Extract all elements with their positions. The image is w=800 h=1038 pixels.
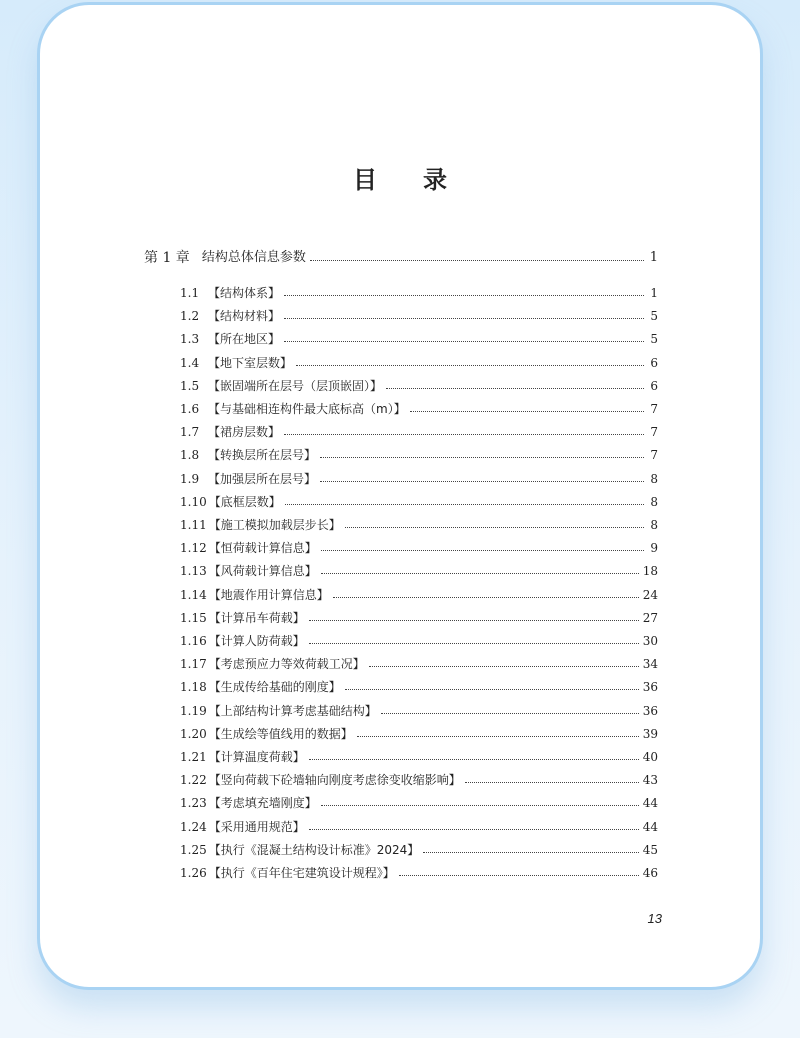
section-page-number: 45	[642, 842, 658, 857]
section-number: 1.8	[180, 448, 200, 463]
toc-entry[interactable]	[180, 654, 658, 674]
section-page-number: 24	[642, 587, 658, 602]
section-number: 1.10	[180, 494, 207, 509]
section-page-number: 7	[650, 402, 658, 416]
leader-dots	[285, 503, 644, 505]
section-number: 1.1	[180, 286, 200, 300]
section-title: 【计算吊车荷载】	[208, 610, 305, 625]
leader-dots	[284, 294, 644, 296]
toc-entry[interactable]	[180, 376, 658, 396]
section-number: 1.3	[180, 332, 200, 347]
leader-dots	[309, 642, 639, 644]
section-title: 【结构体系】	[208, 286, 281, 300]
leader-dots	[310, 259, 644, 261]
toc-entry[interactable]	[180, 585, 658, 605]
section-title: 【恒荷载计算信息】	[208, 541, 317, 556]
leader-dots	[309, 619, 639, 621]
section-page-number: 30	[642, 634, 658, 648]
section-page-number: 7	[650, 425, 658, 440]
leader-dots	[423, 851, 638, 853]
section-title: 【考虑填充墙刚度】	[208, 796, 317, 811]
leader-dots	[333, 596, 639, 598]
section-number: 1.26	[180, 866, 207, 880]
leader-dots	[284, 317, 644, 319]
leader-dots	[321, 572, 639, 574]
toc-entry[interactable]	[180, 492, 658, 512]
section-title: 【结构材料】	[208, 309, 281, 324]
page-folio: 13	[647, 911, 662, 926]
section-title: 【竖向荷载下砼墙轴向刚度考虑徐变收缩影响】	[208, 773, 461, 788]
leader-dots	[320, 456, 644, 458]
section-page-number: 43	[642, 773, 658, 788]
toc-title-char-1: 目	[353, 166, 377, 194]
section-page-number: 8	[650, 518, 658, 532]
leader-dots	[321, 804, 639, 806]
section-page-number: 1	[650, 286, 658, 300]
toc-entry[interactable]	[180, 329, 658, 349]
chapter-title: 结构总体信息参数	[201, 250, 306, 265]
leader-dots	[381, 712, 639, 714]
section-title: 【风荷载计算信息】	[208, 564, 317, 579]
section-title: 【转换层所在层号】	[208, 448, 317, 463]
section-number: 1.21	[180, 750, 207, 764]
toc-entry[interactable]	[180, 631, 658, 651]
section-page-number: 5	[650, 309, 658, 324]
toc-chapter-entry[interactable]	[144, 248, 658, 268]
section-page-number: 5	[650, 332, 658, 347]
toc-entry[interactable]	[180, 747, 658, 767]
toc-title-char-2: 录	[423, 166, 447, 194]
leader-dots	[357, 735, 639, 737]
toc-entry[interactable]	[180, 283, 658, 303]
section-page-number: 46	[642, 866, 658, 880]
section-number: 1.23	[180, 796, 207, 811]
section-number: 1.18	[180, 680, 207, 695]
section-number: 1.19	[180, 703, 207, 718]
section-title: 【上部结构计算考虑基础结构】	[208, 703, 377, 718]
section-number: 1.14	[180, 587, 207, 602]
leader-dots	[410, 410, 644, 412]
toc-entry[interactable]	[180, 701, 658, 721]
leader-dots	[296, 364, 644, 366]
section-title: 【嵌固端所在层号（层顶嵌固）】	[208, 378, 383, 393]
section-number: 1.22	[180, 773, 207, 788]
section-number: 1.12	[180, 541, 207, 556]
section-number: 1.5	[180, 378, 200, 393]
section-number: 1.15	[180, 610, 207, 625]
toc-entry[interactable]	[180, 353, 658, 373]
toc-entry[interactable]	[180, 793, 658, 813]
section-number: 1.7	[180, 425, 200, 440]
section-page-number: 8	[650, 471, 658, 486]
section-page-number: 44	[642, 819, 658, 834]
section-title: 【所在地区】	[208, 332, 281, 347]
section-page-number: 6	[650, 355, 658, 370]
toc-entry[interactable]	[180, 677, 658, 697]
toc-entry[interactable]	[180, 422, 658, 442]
section-title: 【生成传给基础的刚度】	[208, 680, 341, 695]
leader-dots	[309, 828, 639, 830]
toc-entry[interactable]	[180, 724, 658, 744]
toc-entry[interactable]	[180, 469, 658, 489]
section-page-number: 18	[642, 564, 658, 579]
section-title: 【计算温度荷载】	[208, 750, 305, 764]
section-title: 【底框层数】	[208, 494, 281, 509]
section-title: 【施工模拟加载层步长】	[208, 518, 341, 532]
chapter-number: 第 1 章	[144, 250, 190, 266]
section-title: 【执行《混凝土结构设计标准》2024】	[208, 842, 420, 857]
section-page-number: 6	[650, 378, 658, 393]
section-title: 【执行《百年住宅建筑设计规程》】	[208, 866, 395, 880]
section-number: 1.9	[180, 471, 200, 486]
section-page-number: 44	[642, 796, 658, 811]
section-number: 1.24	[180, 819, 207, 834]
section-title: 【采用通用规范】	[208, 819, 305, 834]
section-page-number: 36	[642, 703, 658, 718]
section-number: 1.11	[180, 518, 207, 532]
section-page-number: 40	[642, 750, 658, 764]
section-title: 【裙房层数】	[208, 425, 281, 440]
toc-entry[interactable]	[180, 840, 658, 860]
section-title: 【地震作用计算信息】	[208, 587, 329, 602]
section-page-number: 8	[650, 494, 658, 509]
chapter-page-number: 1	[649, 250, 658, 265]
toc-entry[interactable]	[180, 306, 658, 326]
section-number: 1.17	[180, 657, 207, 672]
leader-dots	[320, 480, 644, 482]
leader-dots	[284, 340, 644, 342]
section-number: 1.6	[180, 402, 200, 416]
section-title: 【加强层所在层号】	[208, 471, 317, 486]
section-number: 1.2	[180, 309, 200, 324]
section-number: 1.4	[180, 355, 200, 370]
section-page-number: 27	[642, 610, 658, 625]
section-page-number: 9	[650, 541, 658, 556]
section-page-number: 39	[642, 726, 658, 741]
toc-entry[interactable]	[180, 863, 658, 883]
toc-entry[interactable]	[180, 608, 658, 628]
toc-entry[interactable]	[180, 515, 658, 535]
leader-dots	[369, 665, 639, 667]
toc-entry[interactable]	[180, 561, 658, 581]
section-page-number: 7	[650, 448, 658, 463]
section-title: 【考虑预应力等效荷载工况】	[208, 657, 365, 672]
leader-dots	[284, 433, 644, 435]
leader-dots	[321, 549, 644, 551]
section-title: 【地下室层数】	[208, 355, 293, 370]
toc-title	[0, 160, 800, 195]
section-number: 1.20	[180, 726, 207, 741]
leader-dots	[345, 526, 644, 528]
toc-entry[interactable]	[180, 399, 658, 419]
toc-entry[interactable]	[180, 817, 658, 837]
leader-dots	[309, 758, 639, 760]
section-title: 【与基础相连构件最大底标高（m）】	[208, 402, 406, 416]
section-number: 1.13	[180, 564, 207, 579]
leader-dots	[386, 387, 644, 389]
section-page-number: 34	[642, 657, 658, 672]
section-title: 【生成绘等值线用的数据】	[208, 726, 353, 741]
leader-dots	[345, 688, 639, 690]
section-title: 【计算人防荷载】	[208, 634, 305, 648]
section-page-number: 36	[642, 680, 658, 695]
leader-dots	[399, 874, 639, 876]
leader-dots	[465, 781, 639, 783]
toc-entry[interactable]	[180, 445, 658, 465]
section-number: 1.16	[180, 634, 207, 648]
toc-entry[interactable]	[180, 538, 658, 558]
section-number: 1.25	[180, 842, 207, 857]
toc-entry[interactable]	[180, 770, 658, 790]
